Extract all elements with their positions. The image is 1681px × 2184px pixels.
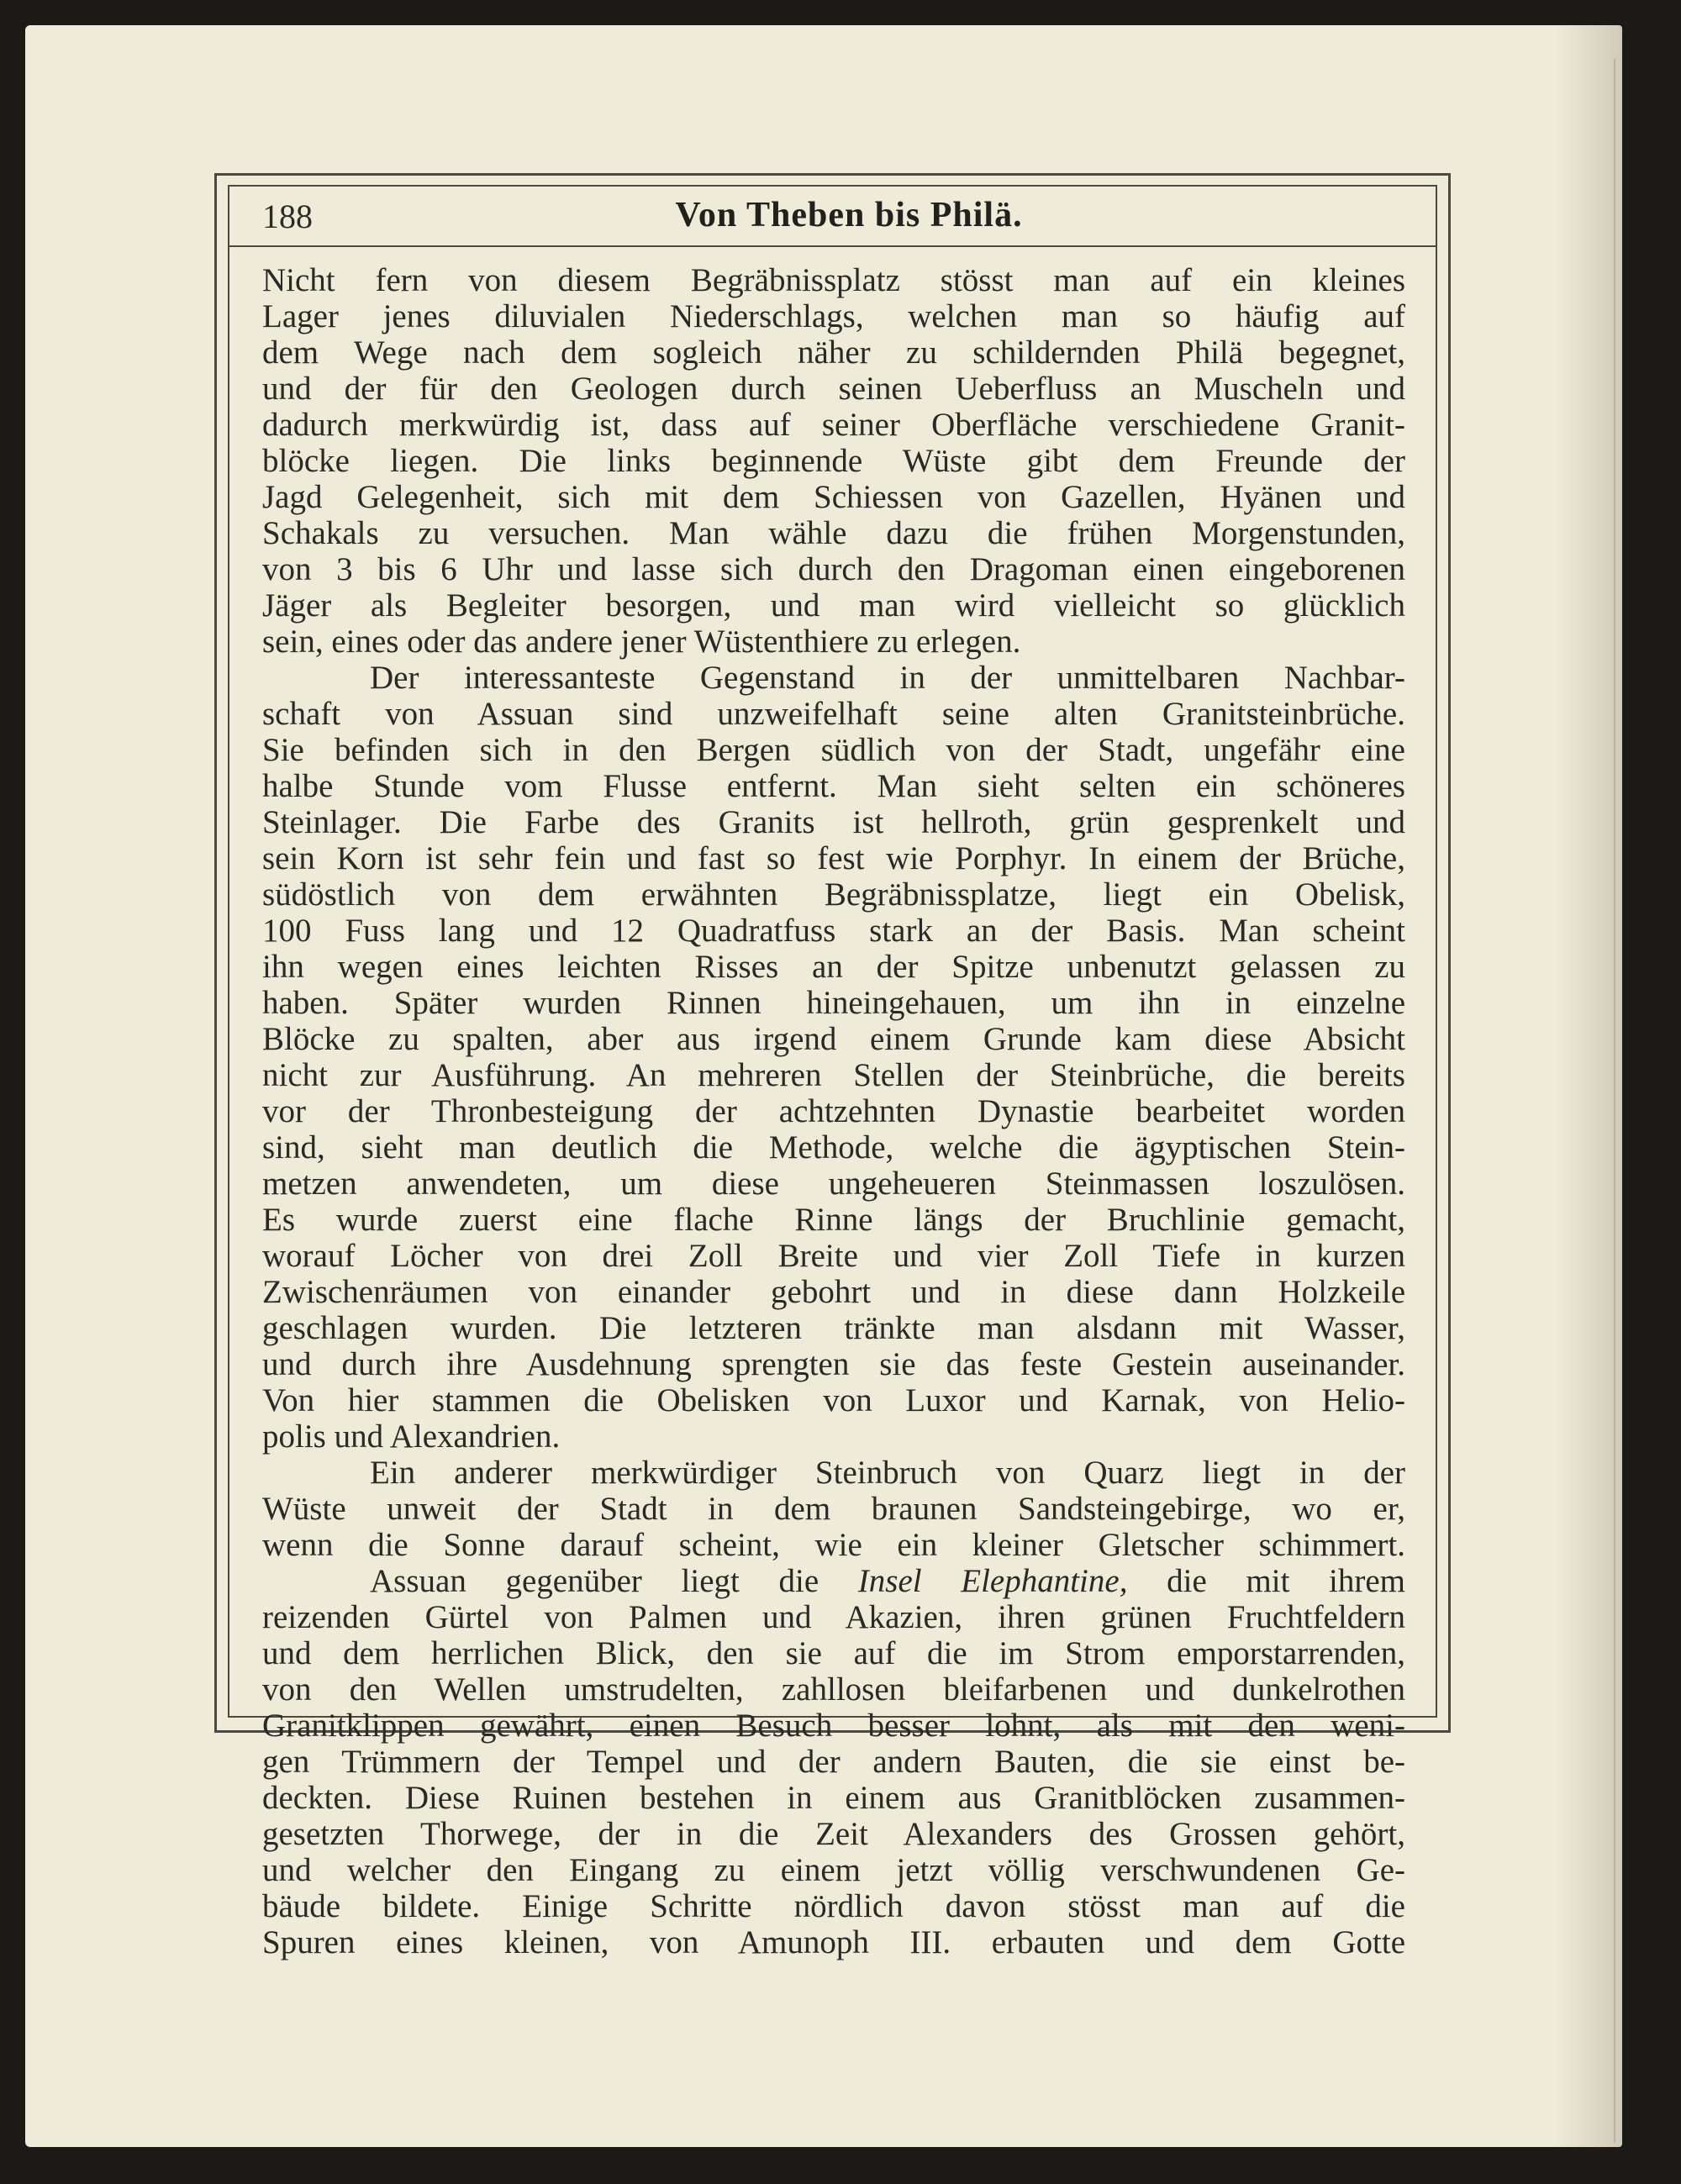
text-line: und welcher den Eingang zu einem jetzt völlig verschwundenen Ge- (262, 1852, 1405, 1888)
text-line: reizenden Gürtel von Palmen und Akazien, ihren grünen Fruchtfeldern (262, 1599, 1405, 1635)
text-line: 100 Fuss lang und 12 Quadratfuss stark an der Basis. Man scheint (262, 913, 1405, 949)
text-line: dem Wege nach dem sogleich näher zu schildernden Philä begegnet, (262, 334, 1405, 371)
page-fold-line (1614, 59, 1615, 2143)
text-line: bäude bildete. Einige Schritte nördlich davon stösst man auf die (262, 1888, 1405, 1924)
text-line: halbe Stunde vom Flusse entfernt. Man sieht selten ein schöneres (262, 768, 1405, 804)
text-line: Spuren eines kleinen, von Amunoph III. erbauten und dem Gotte (262, 1924, 1405, 1960)
running-head-title: Von Theben bis Philä. (675, 196, 1023, 234)
text-segment: die mit ihrem (1167, 1563, 1406, 1599)
text-line: Granitklippen gewährt, einen Besuch besser lohnt, als mit den weni- (262, 1708, 1405, 1744)
text-line: Der interessanteste Gegenstand in der unmittelbaren Nachbar- (370, 660, 1405, 696)
text-line: geschlagen wurden. Die letzteren tränkte man alsdann mit Wasser, (262, 1310, 1405, 1346)
text-line: ihn wegen eines leichten Risses an der Spitze unbenutzt gelassen zu (262, 949, 1405, 985)
text-line: Ein anderer merkwürdiger Steinbruch von Quarz liegt in der (370, 1455, 1405, 1491)
text-line: Jäger als Begleiter besorgen, und man wird vielleicht so glücklich (262, 587, 1405, 624)
text-line: gesetzten Thorwege, der in die Zeit Alexanders des Grossen gehört, (262, 1816, 1405, 1852)
text-line: worauf Löcher von drei Zoll Breite und vier Zoll Tiefe in kurzen (262, 1238, 1405, 1274)
text-line: sein, eines oder das andere jener Wüstenthiere zu erlegen. (262, 624, 1021, 660)
body-text (262, 262, 1405, 1960)
text-line: vor der Thronbesteigung der achtzehnten Dynastie bearbeitet worden (262, 1093, 1405, 1129)
text-line: dadurch merkwürdig ist, dass auf seiner Oberfläche verschiedene Granit- (262, 407, 1405, 443)
page-gutter-shadow (1555, 25, 1622, 2147)
text-line: südöstlich von dem erwähnten Begräbnissplatze, liegt ein Obelisk, (262, 876, 1405, 913)
text-line: Sie befinden sich in den Bergen südlich von der Stadt, ungefähr eine (262, 732, 1405, 768)
text-line: Zwischenräumen von einander gebohrt und in diese dann Holzkeile (262, 1274, 1405, 1310)
text-line: von 3 bis 6 Uhr und lasse sich durch den Dragoman einen eingeborenen (262, 551, 1405, 587)
text-line: und durch ihre Ausdehnung sprengten sie das feste Gestein auseinander. (262, 1346, 1405, 1382)
text-line: deckten. Diese Ruinen bestehen in einem aus Granitblöcken zusammen- (262, 1780, 1405, 1816)
text-line: sein Korn ist sehr fein und fast so fest wie Porphyr. In einem der Brüche, (262, 840, 1405, 876)
text-line: Jagd Gelegenheit, sich mit dem Schiessen von Gazellen, Hyänen und (262, 479, 1405, 515)
italic-place-name: Insel Elephantine, (857, 1563, 1128, 1599)
text-line: sind, sieht man deutlich die Methode, welche die ägyptischen Stein- (262, 1129, 1405, 1166)
text-line: blöcke liegen. Die links beginnende Wüste gibt dem Freunde der (262, 443, 1405, 479)
text-segment: Assuan gegenüber liegt die (370, 1563, 819, 1599)
text-line-mixed (262, 1563, 1405, 1599)
text-line: Es wurde zuerst eine flache Rinne längs der Bruchlinie gemacht, (262, 1202, 1405, 1238)
text-line: Wüste unweit der Stadt in dem braunen Sandsteingebirge, wo er, (262, 1491, 1405, 1527)
text-line: Steinlager. Die Farbe des Granits ist hellroth, grün gesprenkelt und (262, 804, 1405, 840)
header-rule (228, 245, 1436, 247)
text-line: Blöcke zu spalten, aber aus irgend einem Grunde kam diese Absicht (262, 1021, 1405, 1057)
text-line: Nicht fern von diesem Begräbnissplatz stösst man auf ein kleines (262, 262, 1405, 298)
text-line: metzen anwendeten, um diese ungeheueren Steinmassen loszulösen. (262, 1166, 1405, 1202)
text-line: polis und Alexandrien. (262, 1418, 561, 1455)
text-line: wenn die Sonne darauf scheint, wie ein kleiner Gletscher schimmert. (262, 1527, 1405, 1563)
text-line: und dem herrlichen Blick, den sie auf die im Strom emporstarrenden, (262, 1635, 1405, 1671)
text-line: nicht zur Ausführung. An mehreren Stellen der Steinbrüche, die bereits (262, 1057, 1405, 1093)
text-line: Von hier stammen die Obelisken von Luxor und Karnak, von Helio- (262, 1382, 1405, 1418)
text-line: Schakals zu versuchen. Man wähle dazu die frühen Morgenstunden, (262, 515, 1405, 551)
text-line: Lager jenes diluvialen Niederschlags, welchen man so häufig auf (262, 298, 1405, 334)
text-line: haben. Später wurden Rinnen hineingehauen, um ihn in einzelne (262, 985, 1405, 1021)
page-number: 188 (262, 197, 313, 235)
text-line: schaft von Assuan sind unzweifelhaft seine alten Granitsteinbrüche. (262, 696, 1405, 732)
text-line: gen Trümmern der Tempel und der andern Bauten, die sie einst be- (262, 1744, 1405, 1780)
text-line: von den Wellen umstrudelten, zahllosen bleifarbenen und dunkelrothen (262, 1671, 1405, 1708)
text-line: und der für den Geologen durch seinen Ueberfluss an Muscheln und (262, 371, 1405, 407)
